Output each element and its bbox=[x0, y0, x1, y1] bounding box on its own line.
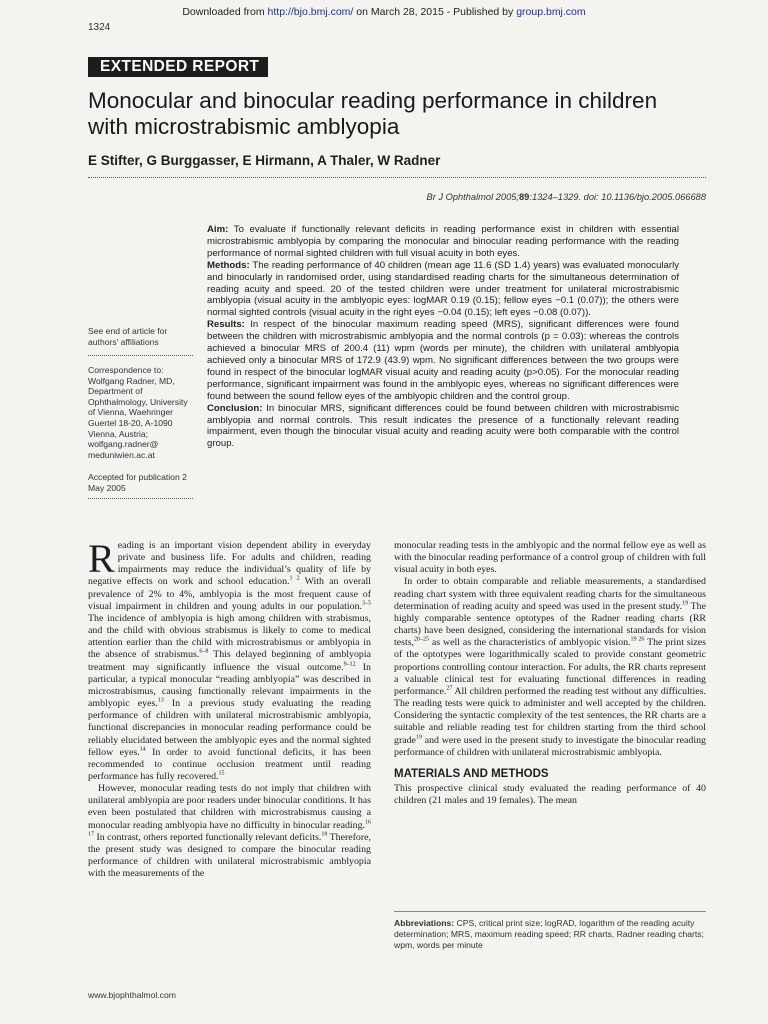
publisher-link[interactable]: group.bmj.com bbox=[516, 6, 586, 18]
abstract-conclusion: Conclusion: In binocular MRS, significant differences could be found between children with microstrabismic amblyopia and normal controls. This result indicates the presence of a functionally relevant reading impairment, even though the binocular visual acuity and reading acuity were both comparable with the control group. bbox=[207, 402, 679, 450]
abstract-methods: Methods: The reading performance of 40 children (mean age 11.6 (SD 1.4) years) was evaluated monocularly and binocularly in randomised order, using standardised reading charts for the simultaneous determination of reading acuity and speed. 20 of the tested children were under treatment for unilateral microstrabismic amblyopia (visual acuity in the amblyopic eyes: logMAR 0.19 (0.15); fellow eyes −0.1 (0.07)); the others were normal sighted controls (visual acuity in the right eyes −0.04 (0.15); left eyes −0.08 (0.07)). bbox=[207, 259, 679, 319]
body-column-right bbox=[394, 540, 706, 807]
abbreviations-note: Abbreviations: CPS, critical print size; logRAD, logarithm of the reading acuity determination; MRS, maximum reading speed; RR charts, Radner reading charts; wpm, words per minute bbox=[394, 911, 706, 950]
abstract-aim: Aim: To evaluate if functionally relevant deficits in reading performance exist in children with essential microstrabismic amblyopia by comparing the monocular and binocular reading performance with the reading performance of normal sighted children with full visual acuity in both eyes. bbox=[207, 224, 679, 259]
section-heading-methods: MATERIALS AND METHODS bbox=[394, 767, 549, 780]
title-line-1: Monocular and binocular reading performance in children bbox=[88, 88, 658, 113]
accepted-date: Accepted for publication 2 May 2005 bbox=[88, 472, 187, 493]
article-title bbox=[88, 88, 708, 140]
title-divider bbox=[88, 177, 706, 178]
intro-paragraph-2: However, monocular reading tests do not imply that children with unilateral amblyopia are poor readers under binocular conditions. It has even been postulated that children with microstrabismus causing a monocular reading amblyopia have no difficulty in binocular reading.$^{16 17}$ In contrast, others reported functionally relevant deficits.$^{18}$ Therefore, the present study was designed to compare the binocular reading performance of children with unilateral microstrabismic amblyopia with the measurements of the bbox=[88, 783, 372, 880]
download-notice: Downloaded from http://bjo.bmj.com/ on March 28, 2015 - Published by group.bmj.com bbox=[182, 6, 586, 18]
body-column-left bbox=[88, 536, 372, 880]
drop-cap: R bbox=[88, 536, 115, 581]
section-banner: EXTENDED REPORT bbox=[88, 57, 268, 77]
abstract bbox=[207, 224, 679, 450]
intro-paragraph-3: monocular reading tests in the amblyopic and the normal fellow eye as well as with the binocular reading performance of a control group of children with full visual acuity in both eyes. bbox=[394, 540, 706, 576]
title-line-2: with microstrabismic amblyopia bbox=[88, 114, 400, 139]
abstract-results: Results: In respect of the binocular maximum reading speed (MRS), significant differences were found between the children with microstrabismic amblyopia and the normal controls (p = 0.03): whereas the controls achieved a binocular MRS of 200.4 (11) wpm (words per minute), the children with unilateral amblyopia achieved only a binocular MRS of 172.9 (43.9) wpm. No significant differences between the two groups were found in respect of the binocular logMAR visual acuity and reading acuity (p>0.05). For the monocular reading performance, significant impairment was found in the amblyopic eyes, whereas no significant differences were found between the sound fellow eyes of the amblyopic children and the control group. bbox=[207, 319, 679, 402]
download-link[interactable]: http://bjo.bmj.com/ bbox=[267, 6, 354, 18]
intro-paragraph-4: In order to obtain comparable and reliable measurements, a standardised reading chart system with three equivalent reading charts for the simultaneous determination of reading acuity and speed was used in the present study.$^{19}$ The highly comparable sentence optotypes of the Radner reading charts (RR charts) have been designed, considering the international standards for vision tests,$^{20-25}$ as well as the characteristics of amblyopic vision.$^{19 26}$ The print sizes of the optotypes were logarithmically scaled to provide constant geometric proportions controlling contour interaction. For adults, the RR charts represent a valuable clinical test for evaluating functional differences in reading performance.$^{27}$ All children performed the reading test without any difficulties. The reading tests were quick to administer and well accepted by the children. Considering the syntactic complexity of the test sentences, the RR charts are a suitable and reliable reading test for children starting from the third school grade$^{19}$ and were used in the present study to investigate the binocular reading performance of children with unilateral microstrabismic amblyopia. bbox=[394, 576, 707, 758]
sidebar-divider bbox=[88, 355, 193, 356]
correspondence: Correspondence to: Wolfgang Radner, MD, Department of Ophthalmology, University of Vienna, Waehringer Guertel 18-20, A-1090 Vienna, Austria; wolfgang.radner@ meduniwien.ac.at bbox=[88, 365, 188, 460]
citation: Br J Ophthalmol 2005;89:1324–1329. doi: 10.1136/bjo.2005.066688 bbox=[426, 192, 706, 202]
journal-url[interactable]: www.bjophthalmol.com bbox=[88, 990, 176, 1000]
page-number: 1324 bbox=[88, 22, 111, 33]
author-list: E Stifter, G Burggasser, E Hirmann, A Thaler, W Radner bbox=[88, 153, 441, 168]
sidebar-divider-bottom bbox=[88, 498, 193, 499]
affiliations-note: See end of article for authors’ affiliations bbox=[88, 326, 168, 347]
intro-paragraph-1: Reading is an important vision dependent ability in everyday private and business life. For adults and children, reading impairments may reduce the individual’s quality of life by negative effects on work and school education.$^{1 2}$ With an overall prevalence of 2% to 4%, amblyopia is the most frequent cause of visual impairment in children and young adults in our population.$^{3-5}$ The incidence of amblyopia is high among children with strabismus, and the child with obvious strabismus is likely to come to medical attention earlier than the child with microstrabismus or amblyopia in the absence of strabismus.$^{6-8}$ This delayed beginning of amblyopia treatment may significantly influence the visual outcome.$^{9-12}$ In particular, a typical monocular “reading amblyopia” was described in microstrabismus, causing functionally relevant impairments in the amblyopic eyes.$^{13}$ In a previous study evaluating the reading performance of children with unilateral microstrabismic amblyopia, functional discrepancies in monocular reading performance could be reliably elucidated between the amblyopic eyes and the normal sighted fellow eyes.$^{14}$ In order to avoid functional deficits, it has been recommended to continue occlusion treatment until reading performance has fully recovered.$^{15}$ bbox=[88, 536, 371, 782]
methods-paragraph-1: This prospective clinical study evaluated the reading performance of 40 children (21 males and 19 females). The mean bbox=[394, 782, 706, 807]
